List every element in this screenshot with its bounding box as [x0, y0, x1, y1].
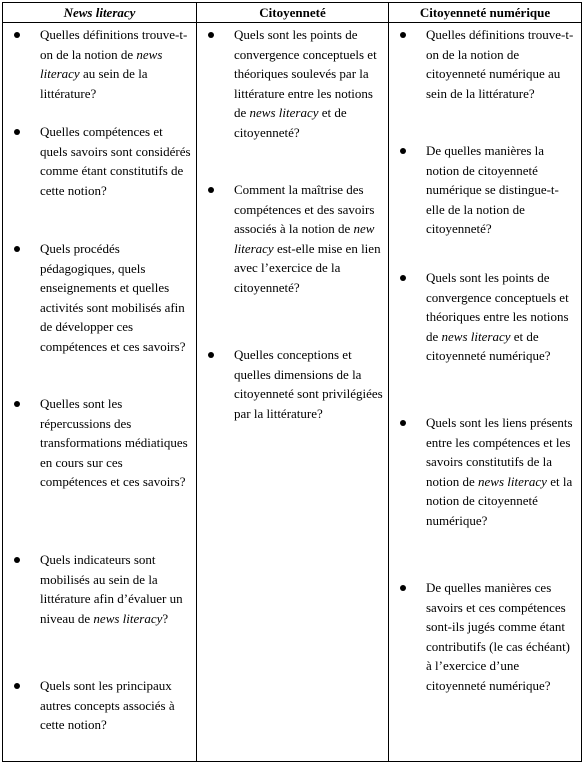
header-news-literacy: News literacy	[3, 3, 197, 23]
question-emphasis: news literacy	[249, 105, 319, 120]
question-emphasis: news literacy	[40, 46, 163, 81]
question-text-part: Quelles compétences et quels savoirs sont considérés comme étant constitutifs de cette notion?	[40, 124, 191, 198]
question-text	[40, 396, 188, 489]
question-item	[197, 25, 388, 142]
question-text	[426, 580, 570, 693]
body-row	[3, 23, 582, 762]
question-item	[389, 25, 581, 103]
question-text-part: au sein de la littérature?	[40, 66, 148, 101]
question-text	[426, 27, 573, 101]
question-item	[389, 268, 581, 366]
question-item	[197, 345, 388, 423]
question-item	[197, 180, 388, 297]
bullet-icon	[14, 129, 20, 135]
question-text	[40, 552, 183, 626]
question-text	[40, 124, 191, 198]
question-emphasis: news literacy	[93, 610, 163, 626]
question-text	[234, 182, 381, 295]
question-list	[197, 25, 388, 423]
header-citoyennete: Citoyenneté	[197, 3, 389, 23]
question-text-part: et de citoyenneté numérique?	[426, 328, 551, 363]
question-text-part: Quelles sont les répercussions des transformations médiatiques en cours sur ces compétences et ces savoirs?	[40, 396, 188, 489]
bullet-icon	[400, 585, 406, 591]
bullet-icon	[400, 420, 406, 426]
bullet-icon	[14, 32, 20, 38]
question-text-part: et la notion de citoyenneté numérique?	[426, 473, 573, 528]
question-item	[389, 578, 581, 695]
question-text-part: De quelles manières la notion de citoyenneté numérique se distingue-t-elle de la notion de citoyenneté?	[426, 143, 559, 236]
question-text	[426, 270, 569, 363]
column-citoyennete	[197, 23, 389, 762]
question-text-part: Quels procédés pédagogiques, quels enseignements et quelles activités sont mobilisés afin de développer ces compétences et ces savoirs?	[40, 241, 186, 354]
question-emphasis: news literacy	[441, 328, 511, 344]
question-text-part: Comment la maîtrise des compétences et des savoirs associés à la notion de	[234, 182, 375, 236]
question-item	[389, 141, 581, 239]
bullet-icon	[400, 32, 406, 38]
question-text-part: Quels sont les points de convergence conceptuels et théoriques entre les notions de	[426, 270, 569, 344]
question-item	[3, 122, 196, 200]
column-news-literacy	[3, 23, 197, 762]
question-item	[389, 413, 581, 530]
bullet-icon	[14, 246, 20, 252]
bullet-icon	[14, 401, 20, 407]
question-item	[3, 239, 196, 356]
question-text-part: ?	[162, 610, 169, 626]
bullet-icon	[400, 148, 406, 154]
question-text-part: De quelles manières ces savoirs et ces compétences sont-ils jugés comme étant contributifs (le cas échéant) à l’exercice d’une citoyenneté numérique?	[426, 580, 571, 693]
question-text	[234, 347, 383, 421]
question-list	[3, 25, 196, 735]
question-item	[3, 25, 196, 103]
question-text-part: Quels indicateurs sont mobilisés au sein de la littérature afin d’évaluer un niveau de	[40, 552, 183, 626]
question-item	[3, 676, 196, 735]
question-text-part: Quelles définitions trouve-t-on de la notion de	[40, 27, 188, 62]
question-item	[3, 550, 196, 628]
bullet-icon	[400, 275, 406, 281]
question-text	[234, 27, 377, 140]
question-text	[40, 678, 175, 732]
header-row	[3, 3, 582, 23]
question-item	[3, 394, 196, 492]
question-text	[426, 143, 559, 236]
question-text-part: et de citoyenneté?	[234, 105, 347, 140]
header-citoyennete-numerique: Citoyenneté numérique	[389, 3, 582, 23]
bullet-icon	[208, 352, 214, 358]
question-emphasis: news literacy	[478, 473, 547, 489]
bullet-icon	[14, 557, 20, 563]
bullet-icon	[208, 187, 214, 193]
questions-table	[2, 2, 582, 762]
question-text	[426, 415, 573, 528]
column-citoyennete-numerique	[389, 23, 582, 762]
question-text-part: Quels sont les principaux autres concepts associés à cette notion?	[40, 678, 175, 732]
question-text-part: Quelles définitions trouve-t-on de la notion de citoyenneté numérique au sein de la littérature?	[426, 27, 574, 101]
question-emphasis: new literacy	[234, 221, 375, 256]
question-text-part: Quels sont les points de convergence conceptuels et théoriques soulevés par la littérature entre les notions de	[234, 27, 377, 120]
bullet-icon	[208, 32, 214, 38]
question-text	[40, 27, 187, 101]
question-list	[389, 25, 581, 695]
question-text	[40, 241, 185, 354]
bullet-icon	[14, 683, 20, 689]
question-text-part: est-elle mise en lien avec l’exercice de la citoyenneté?	[234, 240, 381, 295]
question-text-part: Quelles conceptions et quelles dimensions de la citoyenneté sont privilégiées par la littérature?	[234, 347, 383, 421]
question-text-part: Quels sont les liens présents entre les compétences et les savoirs constitutifs de la notion de	[426, 415, 573, 489]
